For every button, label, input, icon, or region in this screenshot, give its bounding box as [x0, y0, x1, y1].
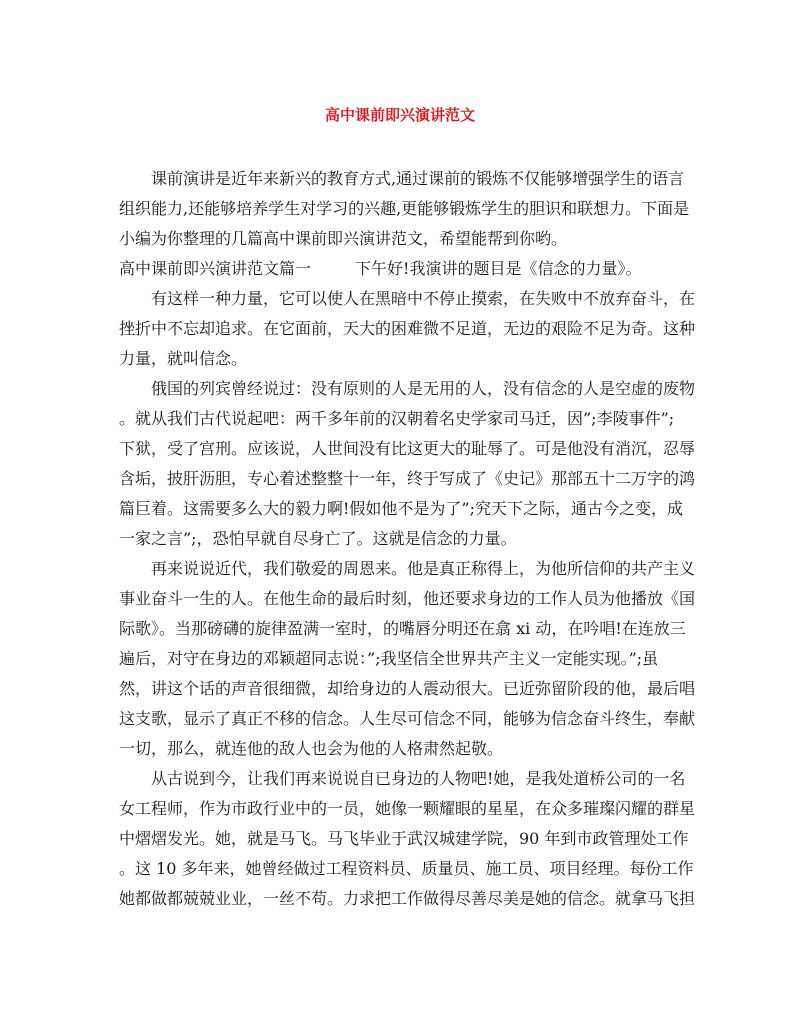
- text-line-content-secondary: 下午好!我演讲的题目是《信念的力量》。: [355, 259, 642, 278]
- text-line: [119, 734, 695, 764]
- document-title: 高中课前即兴演讲范文: [324, 106, 475, 124]
- text-line-content: 然，讲这个话的声音很细微，却给身边的人震动很大。已近弥留阶段的他，最后唱: [119, 679, 696, 698]
- text-line: [119, 164, 695, 194]
- text-line: [119, 764, 695, 794]
- text-line: [119, 254, 695, 284]
- text-line: [119, 884, 695, 914]
- text-line-content: 组织能力,还能够培养学生对学习的兴趣,更能够锻炼学生的胆识和联想力。下面是: [119, 199, 690, 218]
- text-line: [119, 794, 695, 824]
- text-line: [119, 464, 695, 494]
- text-line: [119, 824, 695, 854]
- text-line: [119, 344, 695, 374]
- text-line-content: 。这 10 多年来，她曾经做过工程资料员、质量员、施工员、项目经理。每份工作: [119, 859, 694, 878]
- text-line-content: 下狱，受了宫刑。应该说，人世间没有比这更大的耻辱了。可是他没有消沉，忍辱: [119, 439, 696, 458]
- text-line: [119, 704, 695, 734]
- text-line: [119, 194, 695, 224]
- text-line: [119, 674, 695, 704]
- text-line: [119, 404, 695, 434]
- text-line-content: 俄国的列宾曾经说过：没有原则的人是无用的人，没有信念的人是空虚的废物: [151, 379, 696, 398]
- text-line-content: 篇巨着。这需要多么大的毅力啊!假如他不是为了”;究天下之际，通古今之变，成: [119, 499, 684, 518]
- text-line-content: 女工程师，作为市政行业中的一员，她像一颗耀眼的星星，在众多璀璨闪耀的群星: [119, 799, 696, 818]
- text-line-content: 小编为你整理的几篇高中课前即兴演讲范文，希望能帮到你哟。: [119, 229, 568, 248]
- text-line: [119, 854, 695, 884]
- text-line-content: 从古说到今，让我们再来说说自已身边的人物吧!她，是我处道桥公司的一名: [151, 769, 686, 788]
- text-line: [119, 614, 695, 644]
- text-line-content: 事业奋斗一生的人。在他生命的最后时刻，他还要求身边的工作人员为他播放《国: [119, 589, 696, 608]
- text-line-content: 再来说说近代，我们敬爱的周恩来。他是真正称得上，为他所信仰的共产主义: [151, 559, 696, 578]
- text-line-content: 中熠熠发光。她，就是马飞。马飞毕业于武汉城建学院，90 年到市政管理处工作: [119, 829, 689, 848]
- text-line-content: 她都做都兢兢业业，一丝不苟。力求把工作做得尽善尽美是她的信念。就拿马飞担: [119, 889, 696, 908]
- text-line-content: 际歌》。当那磅礴的旋律盈满一室时，的嘴唇分明还在翕 xi 动，在吟唱!在连放三: [119, 619, 686, 638]
- text-line-content: 。就从我们古代说起吧：两千多年前的汉朝着名史学家司马迁，因”;李陵事件”;: [119, 409, 675, 428]
- text-line: [119, 284, 695, 314]
- text-line: [119, 314, 695, 344]
- text-line: [119, 224, 695, 254]
- text-line: [119, 524, 695, 554]
- text-line-content: 遍后，对守在身边的邓颖超同志说：”;我坚信全世界共产主义一定能实现。”;虽: [119, 649, 659, 668]
- text-line: [119, 644, 695, 674]
- text-line-content: 这支歌，显示了真正不移的信念。人生尽可信念不同，能够为信念奋斗终生，奉献: [119, 709, 696, 728]
- text-line: [119, 434, 695, 464]
- text-line-content: 挫折中不忘却追求。在它面前，天大的困难微不足道，无边的艰险不足为奇。这种: [119, 319, 696, 338]
- text-line: [119, 374, 695, 404]
- text-line-content: 一家之言”;，恐怕早就自尽身亡了。这就是信念的力量。: [119, 529, 517, 548]
- text-line-content: 课前演讲是近年来新兴的教育方式,通过课前的锻炼不仅能够增强学生的语言: [151, 169, 685, 188]
- text-line-content: 高中课前即兴演讲范文篇一: [119, 259, 312, 278]
- text-line: [119, 494, 695, 524]
- document-body: [119, 164, 695, 914]
- text-line-content: 一切，那么，就连他的敌人也会为他的人格肃然起敬。: [119, 739, 504, 758]
- text-line-content: 有这样一种力量，它可以使人在黑暗中不停止摸索，在失败中不放弃奋斗，在: [151, 289, 696, 308]
- text-line-content: 含垢，披肝沥胆，专心着述整整十一年，终于写成了《史记》那部五十二万字的鸿: [119, 469, 696, 488]
- text-line: [119, 584, 695, 614]
- text-line: [119, 554, 695, 584]
- text-line-content: 力量，就叫信念。: [119, 349, 248, 368]
